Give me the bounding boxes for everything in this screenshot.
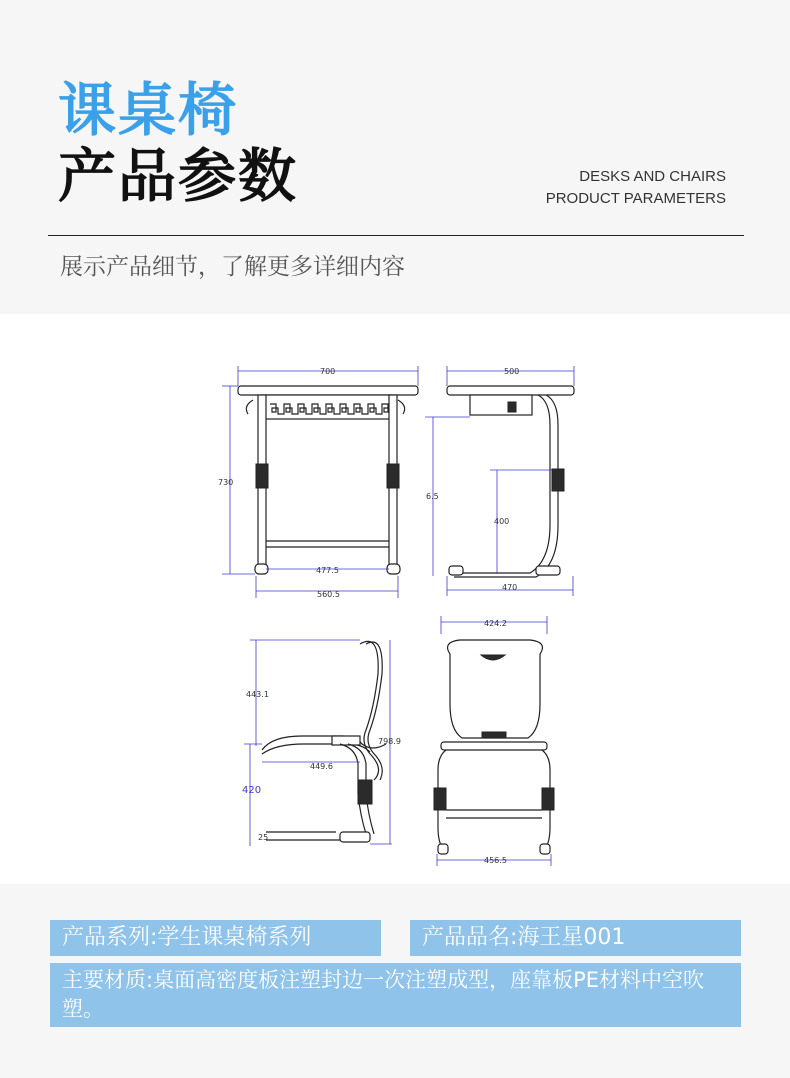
dim-chair-seat-height: 420 — [242, 785, 262, 796]
section-subtitle: 展示产品细节，了解更多详细内容 — [60, 254, 405, 280]
title-line-1: 课桌椅 — [58, 76, 239, 144]
dim-desk-inner-width: 477.5 — [316, 566, 339, 575]
product-name-box: 产品品名:海王星001 — [410, 920, 741, 956]
header-divider — [48, 235, 744, 236]
dim-desk-base-depth: 470 — [502, 583, 518, 592]
dim-chair-seat-depth: 449.6 — [310, 762, 333, 771]
dim-chair-base-width: 456.5 — [484, 856, 507, 865]
english-subtitle-line-2: PRODUCT PARAMETERS — [545, 190, 726, 207]
technical-drawing-panel — [0, 314, 790, 884]
dim-chair-back-height: 443.1 — [246, 690, 269, 699]
chair-front-view — [434, 616, 554, 866]
dim-desk-under-height: 400 — [494, 517, 510, 526]
english-subtitle-line-1: DESKS AND CHAIRS — [579, 168, 726, 185]
desk-front-view — [218, 366, 418, 599]
dim-chair-total-height: 798.9 — [378, 737, 401, 746]
dim-desk-top-width: 700 — [320, 367, 336, 376]
chair-side-view — [242, 640, 401, 846]
product-material-box: 主要材质:桌面高密度板注塑封边一次注塑成型，座靠板PE材料中空吹塑。 — [50, 963, 741, 1027]
dim-desk-height: 730 — [218, 478, 234, 487]
english-subtitle — [466, 166, 726, 210]
dim-chair-back-width: 424.2 — [484, 619, 507, 628]
desk-side-view — [425, 366, 574, 596]
product-series-box: 产品系列:学生课桌椅系列 — [50, 920, 381, 956]
dim-chair-foot: 25 — [258, 833, 269, 842]
dim-desk-base-width: 560.5 — [317, 590, 340, 599]
dim-desk-side-height: 6.5 — [426, 492, 439, 501]
technical-drawing — [0, 314, 790, 884]
dim-desk-top-depth: 500 — [504, 367, 520, 376]
title-line-2: 产品参数 — [58, 142, 299, 210]
